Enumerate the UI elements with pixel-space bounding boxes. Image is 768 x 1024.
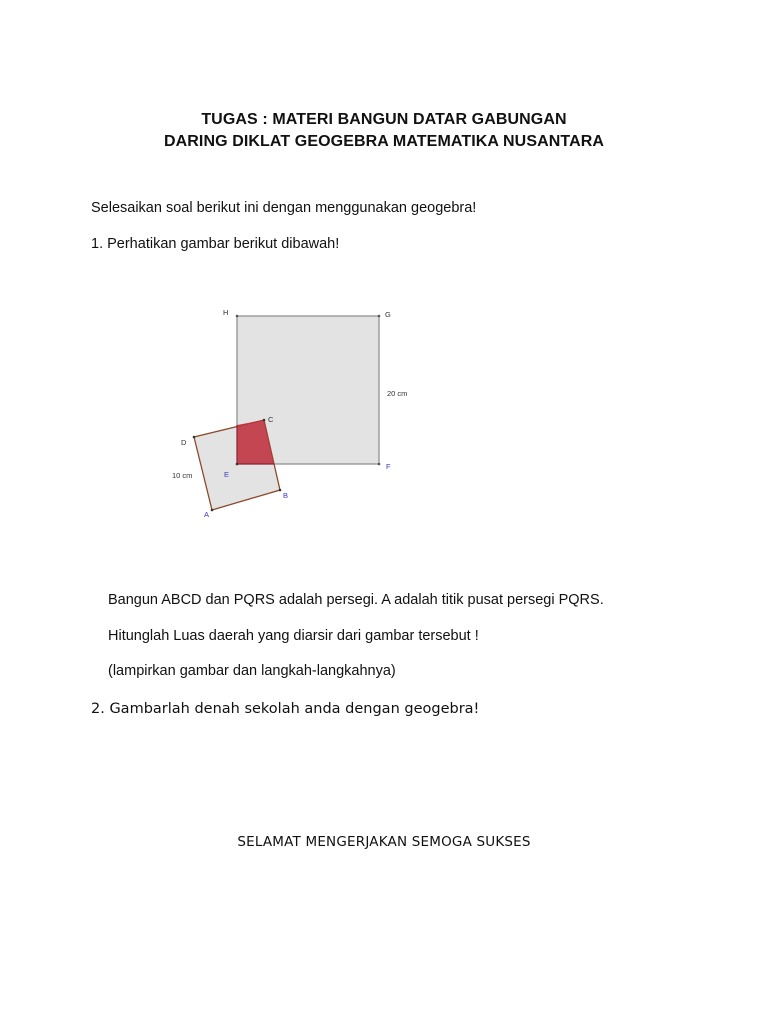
vertex-d xyxy=(193,436,196,439)
vertex-f xyxy=(378,463,381,466)
problem-instruction: Hitunglah Luas daerah yang diarsir dari gambar tersebut ! xyxy=(108,628,479,644)
question-1: 1. Perhatikan gambar berikut dibawah! xyxy=(91,236,340,252)
geometry-diagram xyxy=(160,300,440,530)
label-a: A xyxy=(204,510,210,519)
vertex-a xyxy=(211,509,214,512)
vertex-e xyxy=(236,463,239,466)
label-c: C xyxy=(268,415,274,424)
title-line-1: TUGAS : MATERI BANGUN DATAR GABUNGAN xyxy=(201,111,567,128)
label-g: G xyxy=(385,310,391,319)
label-f: F xyxy=(386,462,391,471)
closing-text: SELAMAT MENGERJAKAN SEMOGA SUKSES xyxy=(237,834,531,850)
vertex-g xyxy=(378,315,381,318)
label-side-20cm: 20 cm xyxy=(387,389,408,398)
label-e: E xyxy=(224,470,230,479)
vertex-h xyxy=(236,315,239,318)
problem-note: (lampirkan gambar dan langkah-langkahnya) xyxy=(108,663,396,679)
problem-description: Bangun ABCD dan PQRS adalah persegi. A adalah titik pusat persegi PQRS. xyxy=(108,592,604,608)
question-2: 2. Gambarlah denah sekolah anda dengan geogebra! xyxy=(91,701,480,717)
label-d: D xyxy=(181,438,187,447)
label-b: B xyxy=(283,491,289,500)
title-line-2: DARING DIKLAT GEOGEBRA MATEMATIKA NUSANTARA xyxy=(163,133,605,150)
label-h: H xyxy=(223,308,229,317)
label-side-10cm: 10 cm xyxy=(172,471,193,480)
vertex-c xyxy=(263,419,266,422)
geometry-figure xyxy=(160,300,440,530)
vertex-b xyxy=(279,489,282,492)
intro-text: Selesaikan soal berikut ini dengan menggunakan geogebra! xyxy=(91,200,477,216)
